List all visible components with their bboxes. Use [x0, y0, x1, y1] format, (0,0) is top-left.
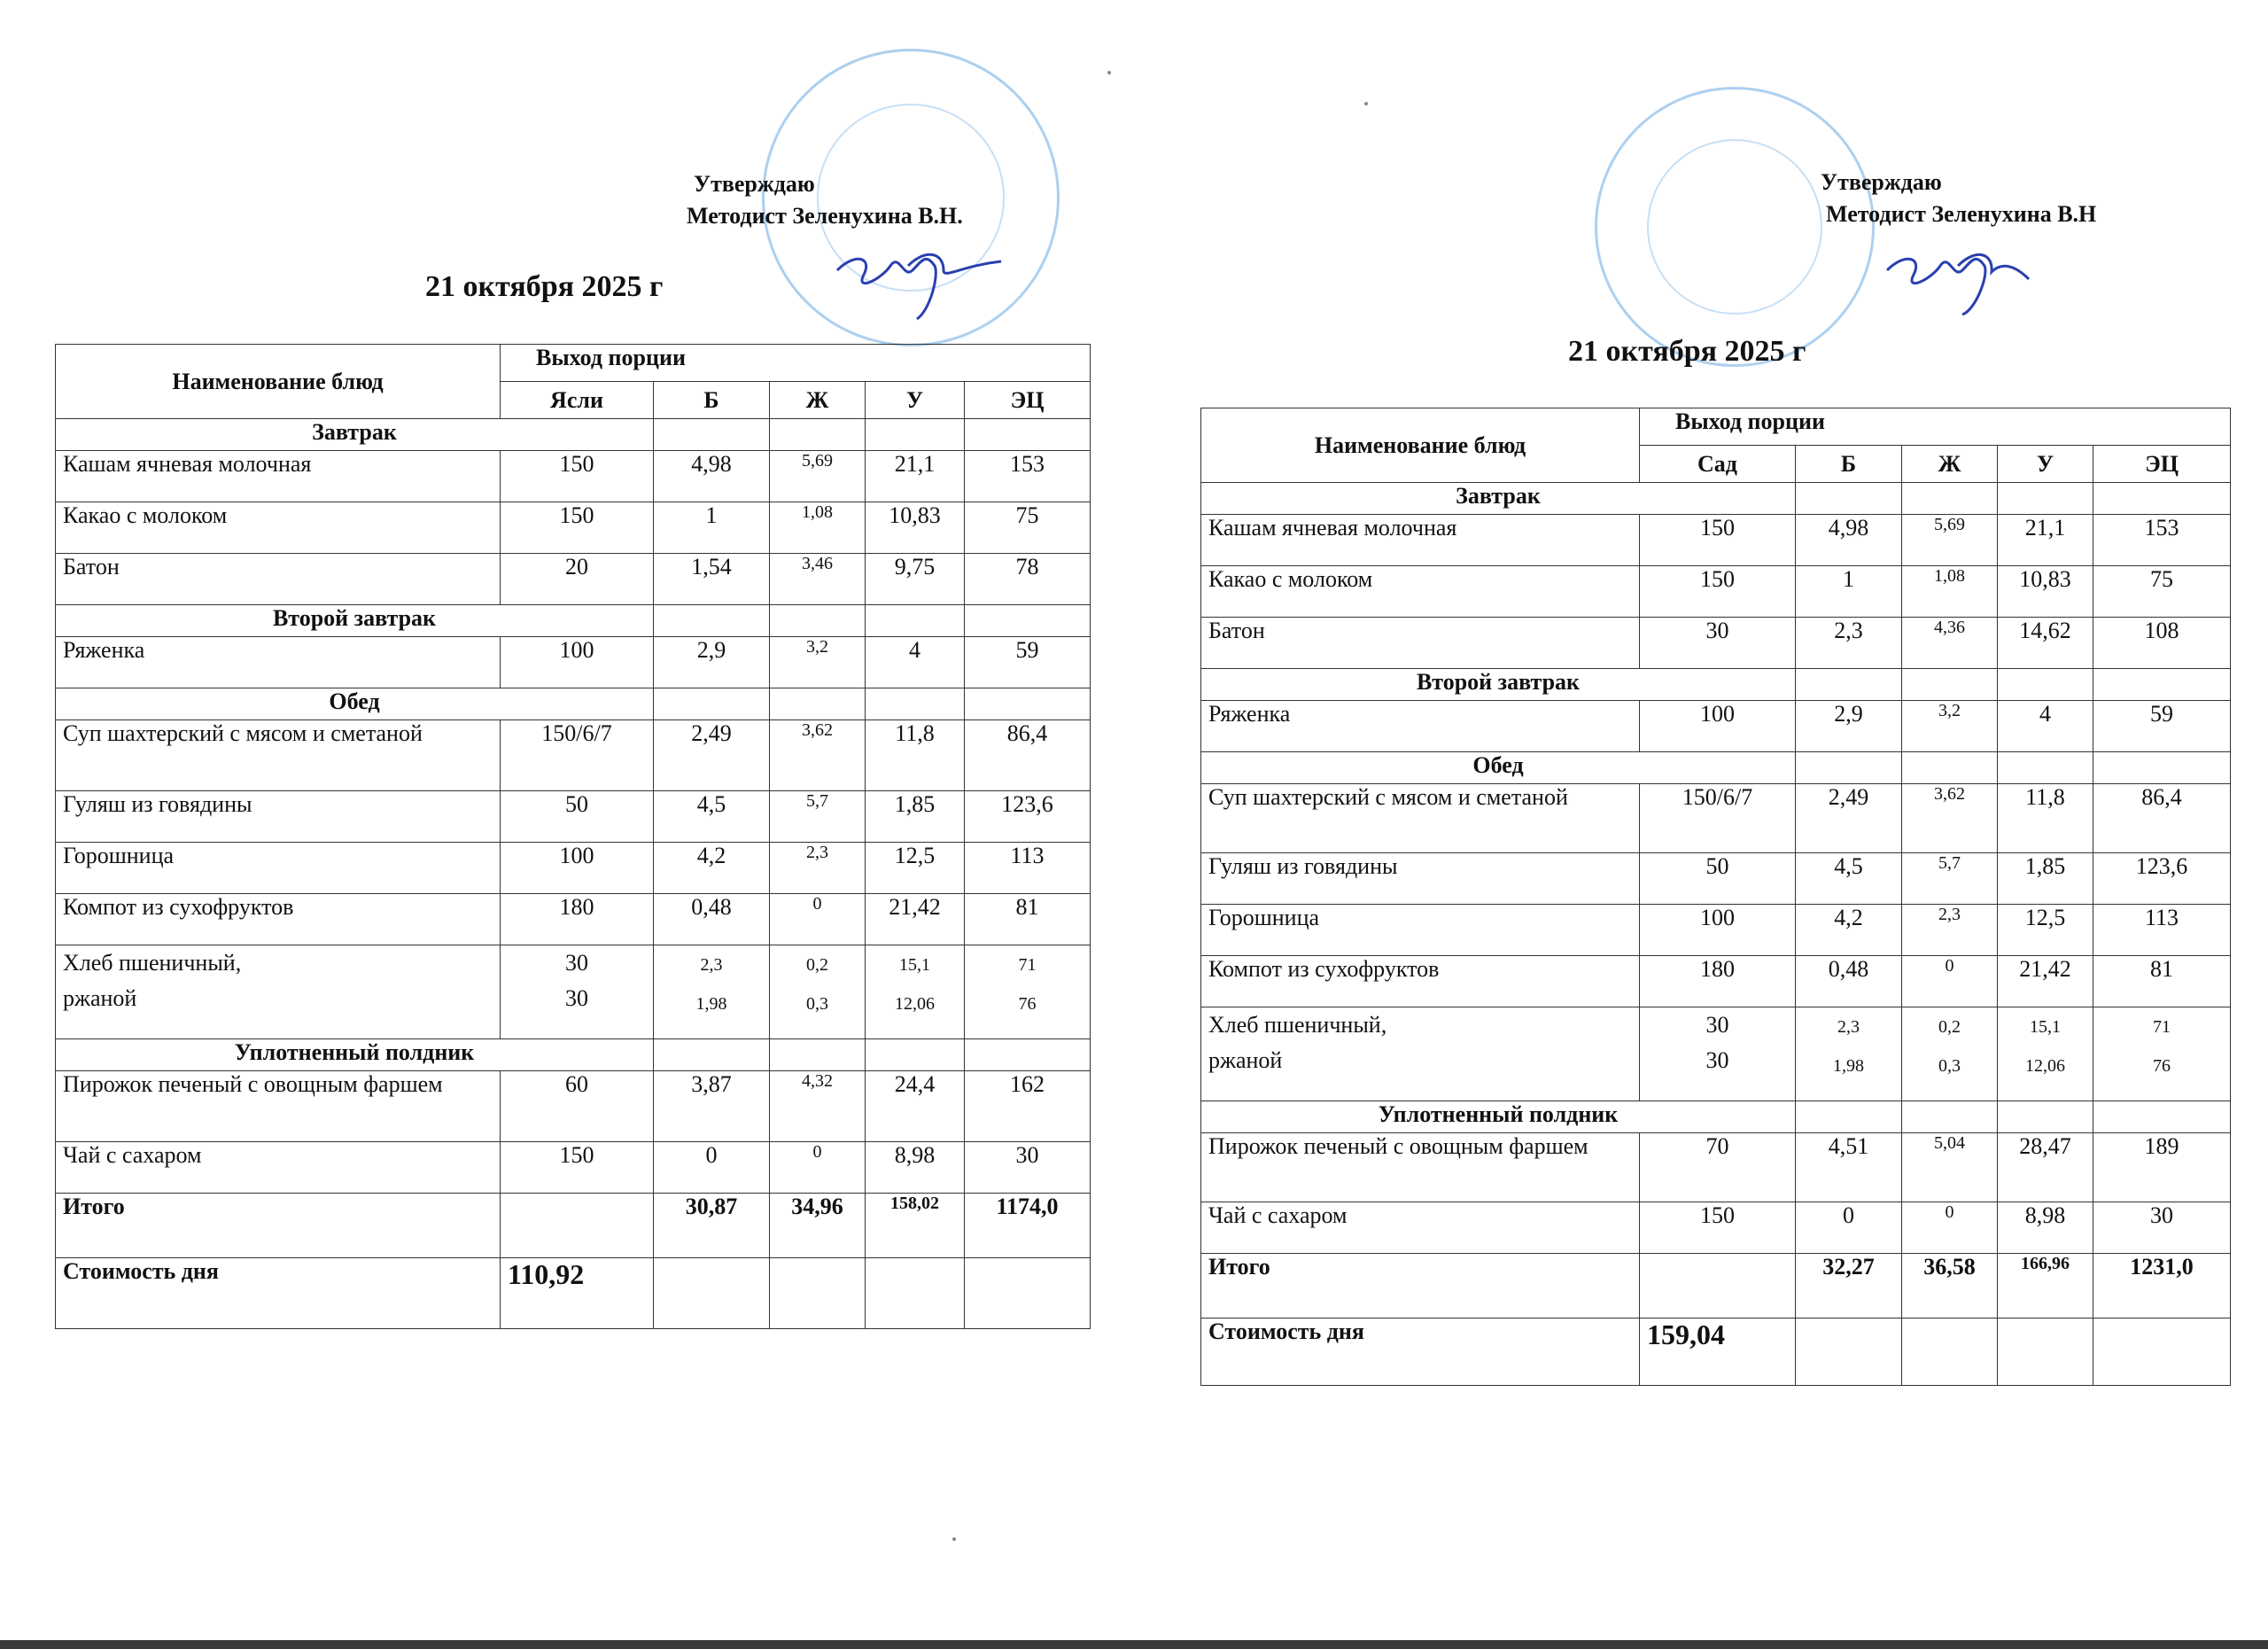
empty-cell: [1902, 1318, 1998, 1386]
dish-value: 71 76: [2093, 1007, 2231, 1101]
empty-cell: [866, 605, 965, 637]
table-row: [56, 791, 1091, 843]
table-row: [56, 637, 1091, 688]
table-row: [1201, 784, 2231, 853]
dish-value: 20: [501, 554, 654, 605]
table-row: [56, 554, 1091, 605]
dish-value: 30 30: [1640, 1007, 1796, 1101]
dish-value: 4,36: [1902, 618, 1998, 669]
total-row: [56, 1194, 1091, 1258]
dish-value: 24,4: [866, 1071, 965, 1142]
empty-cell: [1796, 1318, 1902, 1386]
dish-value: 3,2: [1902, 701, 1998, 752]
dish-value: 30: [1640, 618, 1796, 669]
dish-name: Гуляш из говядины: [1201, 853, 1640, 905]
dish-name: Пирожок печеный с овощным фаршем: [56, 1071, 501, 1142]
empty-cell: [965, 688, 1091, 720]
dish-value: 12,5: [1998, 905, 2093, 956]
menu-table-left: [55, 344, 1091, 1329]
dish-value: 71 76: [965, 945, 1091, 1039]
section-title: Второй завтрак: [56, 605, 654, 637]
dish-value: 5,69: [1902, 515, 1998, 566]
empty-cell: [654, 605, 770, 637]
empty-cell: [1902, 483, 1998, 515]
dish-value: 0,48: [654, 894, 770, 945]
section-row: [56, 688, 1091, 720]
empty-cell: [965, 1258, 1091, 1329]
dish-value: 2,49: [654, 720, 770, 791]
dish-value: 0: [654, 1142, 770, 1194]
dish-value: 150: [1640, 1202, 1796, 1254]
dish-value: 4,51: [1796, 1133, 1902, 1202]
empty-cell: [770, 1039, 866, 1071]
dish-value: 5,69: [770, 451, 866, 502]
dish-value: 0,2 0,3: [770, 945, 866, 1039]
dish-value: 14,62: [1998, 618, 2093, 669]
dish-value: 4,2: [1796, 905, 1902, 956]
dish-value: 3,62: [1902, 784, 1998, 853]
dish-value: 10,83: [866, 502, 965, 554]
dish-value: 150: [501, 502, 654, 554]
header-portion: Выход порции: [1640, 408, 2231, 446]
dish-value: 59: [2093, 701, 2231, 752]
date-left: 21 октября 2025 г: [425, 270, 664, 303]
section-row: [56, 419, 1091, 451]
dish-value: 8,98: [866, 1142, 965, 1194]
empty-cell: [1998, 1101, 2093, 1133]
dish-value: 3,62: [770, 720, 866, 791]
dish-value: 180: [501, 894, 654, 945]
dish-value: 150: [501, 451, 654, 502]
section-title: Уплотненный полдник: [56, 1039, 654, 1071]
total-value: [1640, 1254, 1796, 1318]
approve-title: Утверждаю: [1821, 169, 1942, 195]
empty-cell: [1902, 752, 1998, 784]
empty-cell: [1796, 752, 1902, 784]
dish-value: 153: [965, 451, 1091, 502]
cost-value: 159,04: [1640, 1318, 1796, 1386]
dish-value: 1,85: [866, 791, 965, 843]
table-row: [56, 894, 1091, 945]
dish-value: 81: [965, 894, 1091, 945]
dish-value: 75: [965, 502, 1091, 554]
dish-name: Ряженка: [1201, 701, 1640, 752]
dish-value: 28,47: [1998, 1133, 2093, 1202]
section-row: [1201, 483, 2231, 515]
header-name: Наименование блюд: [56, 345, 501, 419]
approve-title: Утверждаю: [694, 171, 815, 197]
dish-value: 30 30: [501, 945, 654, 1039]
dish-value: 150/6/7: [501, 720, 654, 791]
table-row: [56, 451, 1091, 502]
empty-cell: [2093, 669, 2231, 701]
scan-speck: [1107, 71, 1111, 74]
dish-value: 1,54: [654, 554, 770, 605]
dish-value: 4,5: [1796, 853, 1902, 905]
total-value: 32,27: [1796, 1254, 1902, 1318]
dish-value: 1,08: [770, 502, 866, 554]
dish-value: 70: [1640, 1133, 1796, 1202]
menu-table-right: [1200, 408, 2231, 1386]
dish-value: 3,87: [654, 1071, 770, 1142]
table-row: [1201, 701, 2231, 752]
dish-value: 0,48: [1796, 956, 1902, 1007]
total-value: 30,87: [654, 1194, 770, 1258]
table-row: [56, 1071, 1091, 1142]
approve-signer: Методист Зеленухина В.Н.: [687, 203, 963, 229]
signature-left: [828, 226, 1006, 323]
dish-value: 100: [1640, 905, 1796, 956]
dish-value: 123,6: [2093, 853, 2231, 905]
dish-name: Компот из сухофруктов: [56, 894, 501, 945]
dish-value: 123,6: [965, 791, 1091, 843]
empty-cell: [770, 419, 866, 451]
cost-label: Стоимость дня: [1201, 1318, 1640, 1386]
dish-value: 5,7: [770, 791, 866, 843]
dish-value: 150: [1640, 566, 1796, 618]
dish-value: 4: [1998, 701, 2093, 752]
dish-value: 100: [501, 843, 654, 894]
dish-value: 100: [1640, 701, 1796, 752]
dish-name: Суп шахтерский с мясом и сметаной: [56, 720, 501, 791]
dish-value: 10,83: [1998, 566, 2093, 618]
dish-name: Горошница: [1201, 905, 1640, 956]
table-row: [56, 720, 1091, 791]
empty-cell: [770, 688, 866, 720]
dish-value: 0: [1902, 1202, 1998, 1254]
table-row: [1201, 515, 2231, 566]
dish-value: 15,1 12,06: [1998, 1007, 2093, 1101]
section-row: [1201, 1101, 2231, 1133]
table-row: [1201, 905, 2231, 956]
dish-value: 2,9: [1796, 701, 1902, 752]
dish-value: 1,85: [1998, 853, 2093, 905]
cost-label: Стоимость дня: [56, 1258, 501, 1329]
dish-value: 4,98: [654, 451, 770, 502]
dish-value: 11,8: [866, 720, 965, 791]
dish-value: 2,3: [1902, 905, 1998, 956]
dish-value: 78: [965, 554, 1091, 605]
empty-cell: [1998, 752, 2093, 784]
dish-value: 2,3: [770, 843, 866, 894]
approve-signer: Методист Зеленухина В.Н: [1826, 201, 2097, 227]
total-row: [1201, 1254, 2231, 1318]
dish-name: Хлеб пшеничный, ржаной: [1201, 1007, 1640, 1101]
dish-value: 21,42: [1998, 956, 2093, 1007]
dish-value: 3,2: [770, 637, 866, 688]
dish-value: 0: [770, 894, 866, 945]
dish-name: Кашам ячневая молочная: [1201, 515, 1640, 566]
dish-value: 21,1: [1998, 515, 2093, 566]
dish-value: 50: [1640, 853, 1796, 905]
dish-value: 4: [866, 637, 965, 688]
empty-cell: [654, 419, 770, 451]
dish-value: 0: [1902, 956, 1998, 1007]
table-row: [1201, 1007, 2231, 1101]
section-title: Обед: [56, 688, 654, 720]
header-name: Наименование блюд: [1201, 408, 1640, 483]
header-col: У: [866, 382, 965, 419]
empty-cell: [1998, 669, 2093, 701]
dish-value: 180: [1640, 956, 1796, 1007]
table-header-row: [1201, 408, 2231, 446]
approval-block-right: [1821, 167, 2096, 230]
empty-cell: [1998, 1318, 2093, 1386]
dish-value: 2,9: [654, 637, 770, 688]
date-right: 21 октября 2025 г: [1568, 335, 1806, 368]
empty-cell: [2093, 483, 2231, 515]
dish-value: 150/6/7: [1640, 784, 1796, 853]
dish-value: 15,1 12,06: [866, 945, 965, 1039]
empty-cell: [866, 1258, 965, 1329]
header-col: Ж: [1902, 446, 1998, 483]
dish-value: 4,2: [654, 843, 770, 894]
dish-value: 113: [965, 843, 1091, 894]
dish-value: 1: [1796, 566, 1902, 618]
table-row: [56, 1142, 1091, 1194]
dish-name: Ряженка: [56, 637, 501, 688]
dish-name: Батон: [56, 554, 501, 605]
table-row: [56, 945, 1091, 1039]
dish-value: 1: [654, 502, 770, 554]
dish-value: 3,46: [770, 554, 866, 605]
section-row: [56, 1039, 1091, 1071]
table-header-row: [56, 345, 1091, 382]
dish-value: 86,4: [965, 720, 1091, 791]
dish-name: Компот из сухофруктов: [1201, 956, 1640, 1007]
dish-name: Кашам ячневая молочная: [56, 451, 501, 502]
dish-value: 60: [501, 1071, 654, 1142]
cost-value: 110,92: [501, 1258, 654, 1329]
dish-name: Пирожок печеный с овощным фаршем: [1201, 1133, 1640, 1202]
cost-row: [56, 1258, 1091, 1329]
empty-cell: [770, 1258, 866, 1329]
table-row: [1201, 1202, 2231, 1254]
dish-value: 50: [501, 791, 654, 843]
dish-name: Горошница: [56, 843, 501, 894]
dish-value: 75: [2093, 566, 2231, 618]
empty-cell: [866, 688, 965, 720]
dish-value: 8,98: [1998, 1202, 2093, 1254]
header-col: ЭЦ: [2093, 446, 2231, 483]
header-portion: Выход порции: [501, 345, 1091, 382]
dish-name: Хлеб пшеничный, ржаной: [56, 945, 501, 1039]
total-value: 36,58: [1902, 1254, 1998, 1318]
empty-cell: [654, 1258, 770, 1329]
empty-cell: [965, 419, 1091, 451]
empty-cell: [1796, 483, 1902, 515]
empty-cell: [1796, 1101, 1902, 1133]
dish-value: 0: [770, 1142, 866, 1194]
total-value: 34,96: [770, 1194, 866, 1258]
empty-cell: [965, 1039, 1091, 1071]
total-value: 1231,0: [2093, 1254, 2231, 1318]
dish-value: 5,04: [1902, 1133, 1998, 1202]
table-row: [1201, 566, 2231, 618]
dish-value: 189: [2093, 1133, 2231, 1202]
table-row: [1201, 956, 2231, 1007]
header-col: Ж: [770, 382, 866, 419]
dish-value: 0,2 0,3: [1902, 1007, 1998, 1101]
dish-name: Гуляш из говядины: [56, 791, 501, 843]
total-label: Итого: [1201, 1254, 1640, 1318]
total-value: 1174,0: [965, 1194, 1091, 1258]
approval-block-left: [687, 168, 963, 232]
empty-cell: [2093, 752, 2231, 784]
empty-cell: [654, 688, 770, 720]
header-col: Ясли: [501, 382, 654, 419]
scan-speck: [1364, 102, 1368, 105]
dish-value: 4,98: [1796, 515, 1902, 566]
dish-value: 2,3 1,98: [654, 945, 770, 1039]
dish-value: 4,32: [770, 1071, 866, 1142]
dish-value: 21,42: [866, 894, 965, 945]
empty-cell: [654, 1039, 770, 1071]
empty-cell: [866, 1039, 965, 1071]
table-row: [1201, 853, 2231, 905]
dish-value: 100: [501, 637, 654, 688]
section-title: Второй завтрак: [1201, 669, 1796, 701]
dish-value: 9,75: [866, 554, 965, 605]
section-title: Завтрак: [1201, 483, 1796, 515]
signature-right: [1878, 226, 2038, 323]
dish-value: 30: [965, 1142, 1091, 1194]
dish-value: 21,1: [866, 451, 965, 502]
dish-value: 2,3: [1796, 618, 1902, 669]
section-row: [1201, 669, 2231, 701]
empty-cell: [770, 605, 866, 637]
empty-cell: [1902, 669, 1998, 701]
header-col: Б: [1796, 446, 1902, 483]
dish-value: 113: [2093, 905, 2231, 956]
table-row: [1201, 618, 2231, 669]
header-col: У: [1998, 446, 2093, 483]
cost-row: [1201, 1318, 2231, 1386]
dish-value: 162: [965, 1071, 1091, 1142]
empty-cell: [1796, 669, 1902, 701]
dish-value: 30: [2093, 1202, 2231, 1254]
total-label: Итого: [56, 1194, 501, 1258]
total-value: 166,96: [1998, 1254, 2093, 1318]
dish-value: 5,7: [1902, 853, 1998, 905]
dish-value: 1,08: [1902, 566, 1998, 618]
dish-value: 150: [501, 1142, 654, 1194]
dish-name: Какао с молоком: [56, 502, 501, 554]
scan-edge: [0, 1640, 2268, 1649]
section-title: Обед: [1201, 752, 1796, 784]
dish-value: 12,5: [866, 843, 965, 894]
table-row: [56, 502, 1091, 554]
dish-value: 11,8: [1998, 784, 2093, 853]
section-title: Уплотненный полдник: [1201, 1101, 1796, 1133]
scan-speck: [952, 1537, 956, 1541]
dish-name: Какао с молоком: [1201, 566, 1640, 618]
header-col: ЭЦ: [965, 382, 1091, 419]
dish-value: 2,3 1,98: [1796, 1007, 1902, 1101]
empty-cell: [866, 419, 965, 451]
dish-value: 150: [1640, 515, 1796, 566]
dish-value: 2,49: [1796, 784, 1902, 853]
dish-name: Батон: [1201, 618, 1640, 669]
empty-cell: [965, 605, 1091, 637]
dish-value: 153: [2093, 515, 2231, 566]
dish-value: 0: [1796, 1202, 1902, 1254]
section-title: Завтрак: [56, 419, 654, 451]
header-col: Сад: [1640, 446, 1796, 483]
dish-value: 86,4: [2093, 784, 2231, 853]
empty-cell: [2093, 1101, 2231, 1133]
table-row: [1201, 1133, 2231, 1202]
section-row: [1201, 752, 2231, 784]
dish-value: 59: [965, 637, 1091, 688]
empty-cell: [1902, 1101, 1998, 1133]
section-row: [56, 605, 1091, 637]
table-row: [56, 843, 1091, 894]
dish-value: 108: [2093, 618, 2231, 669]
total-value: 158,02: [866, 1194, 965, 1258]
total-value: [501, 1194, 654, 1258]
dish-value: 81: [2093, 956, 2231, 1007]
dish-name: Суп шахтерский с мясом и сметаной: [1201, 784, 1640, 853]
empty-cell: [1998, 483, 2093, 515]
empty-cell: [2093, 1318, 2231, 1386]
dish-value: 4,5: [654, 791, 770, 843]
header-col: Б: [654, 382, 770, 419]
dish-name: Чай с сахаром: [56, 1142, 501, 1194]
dish-name: Чай с сахаром: [1201, 1202, 1640, 1254]
